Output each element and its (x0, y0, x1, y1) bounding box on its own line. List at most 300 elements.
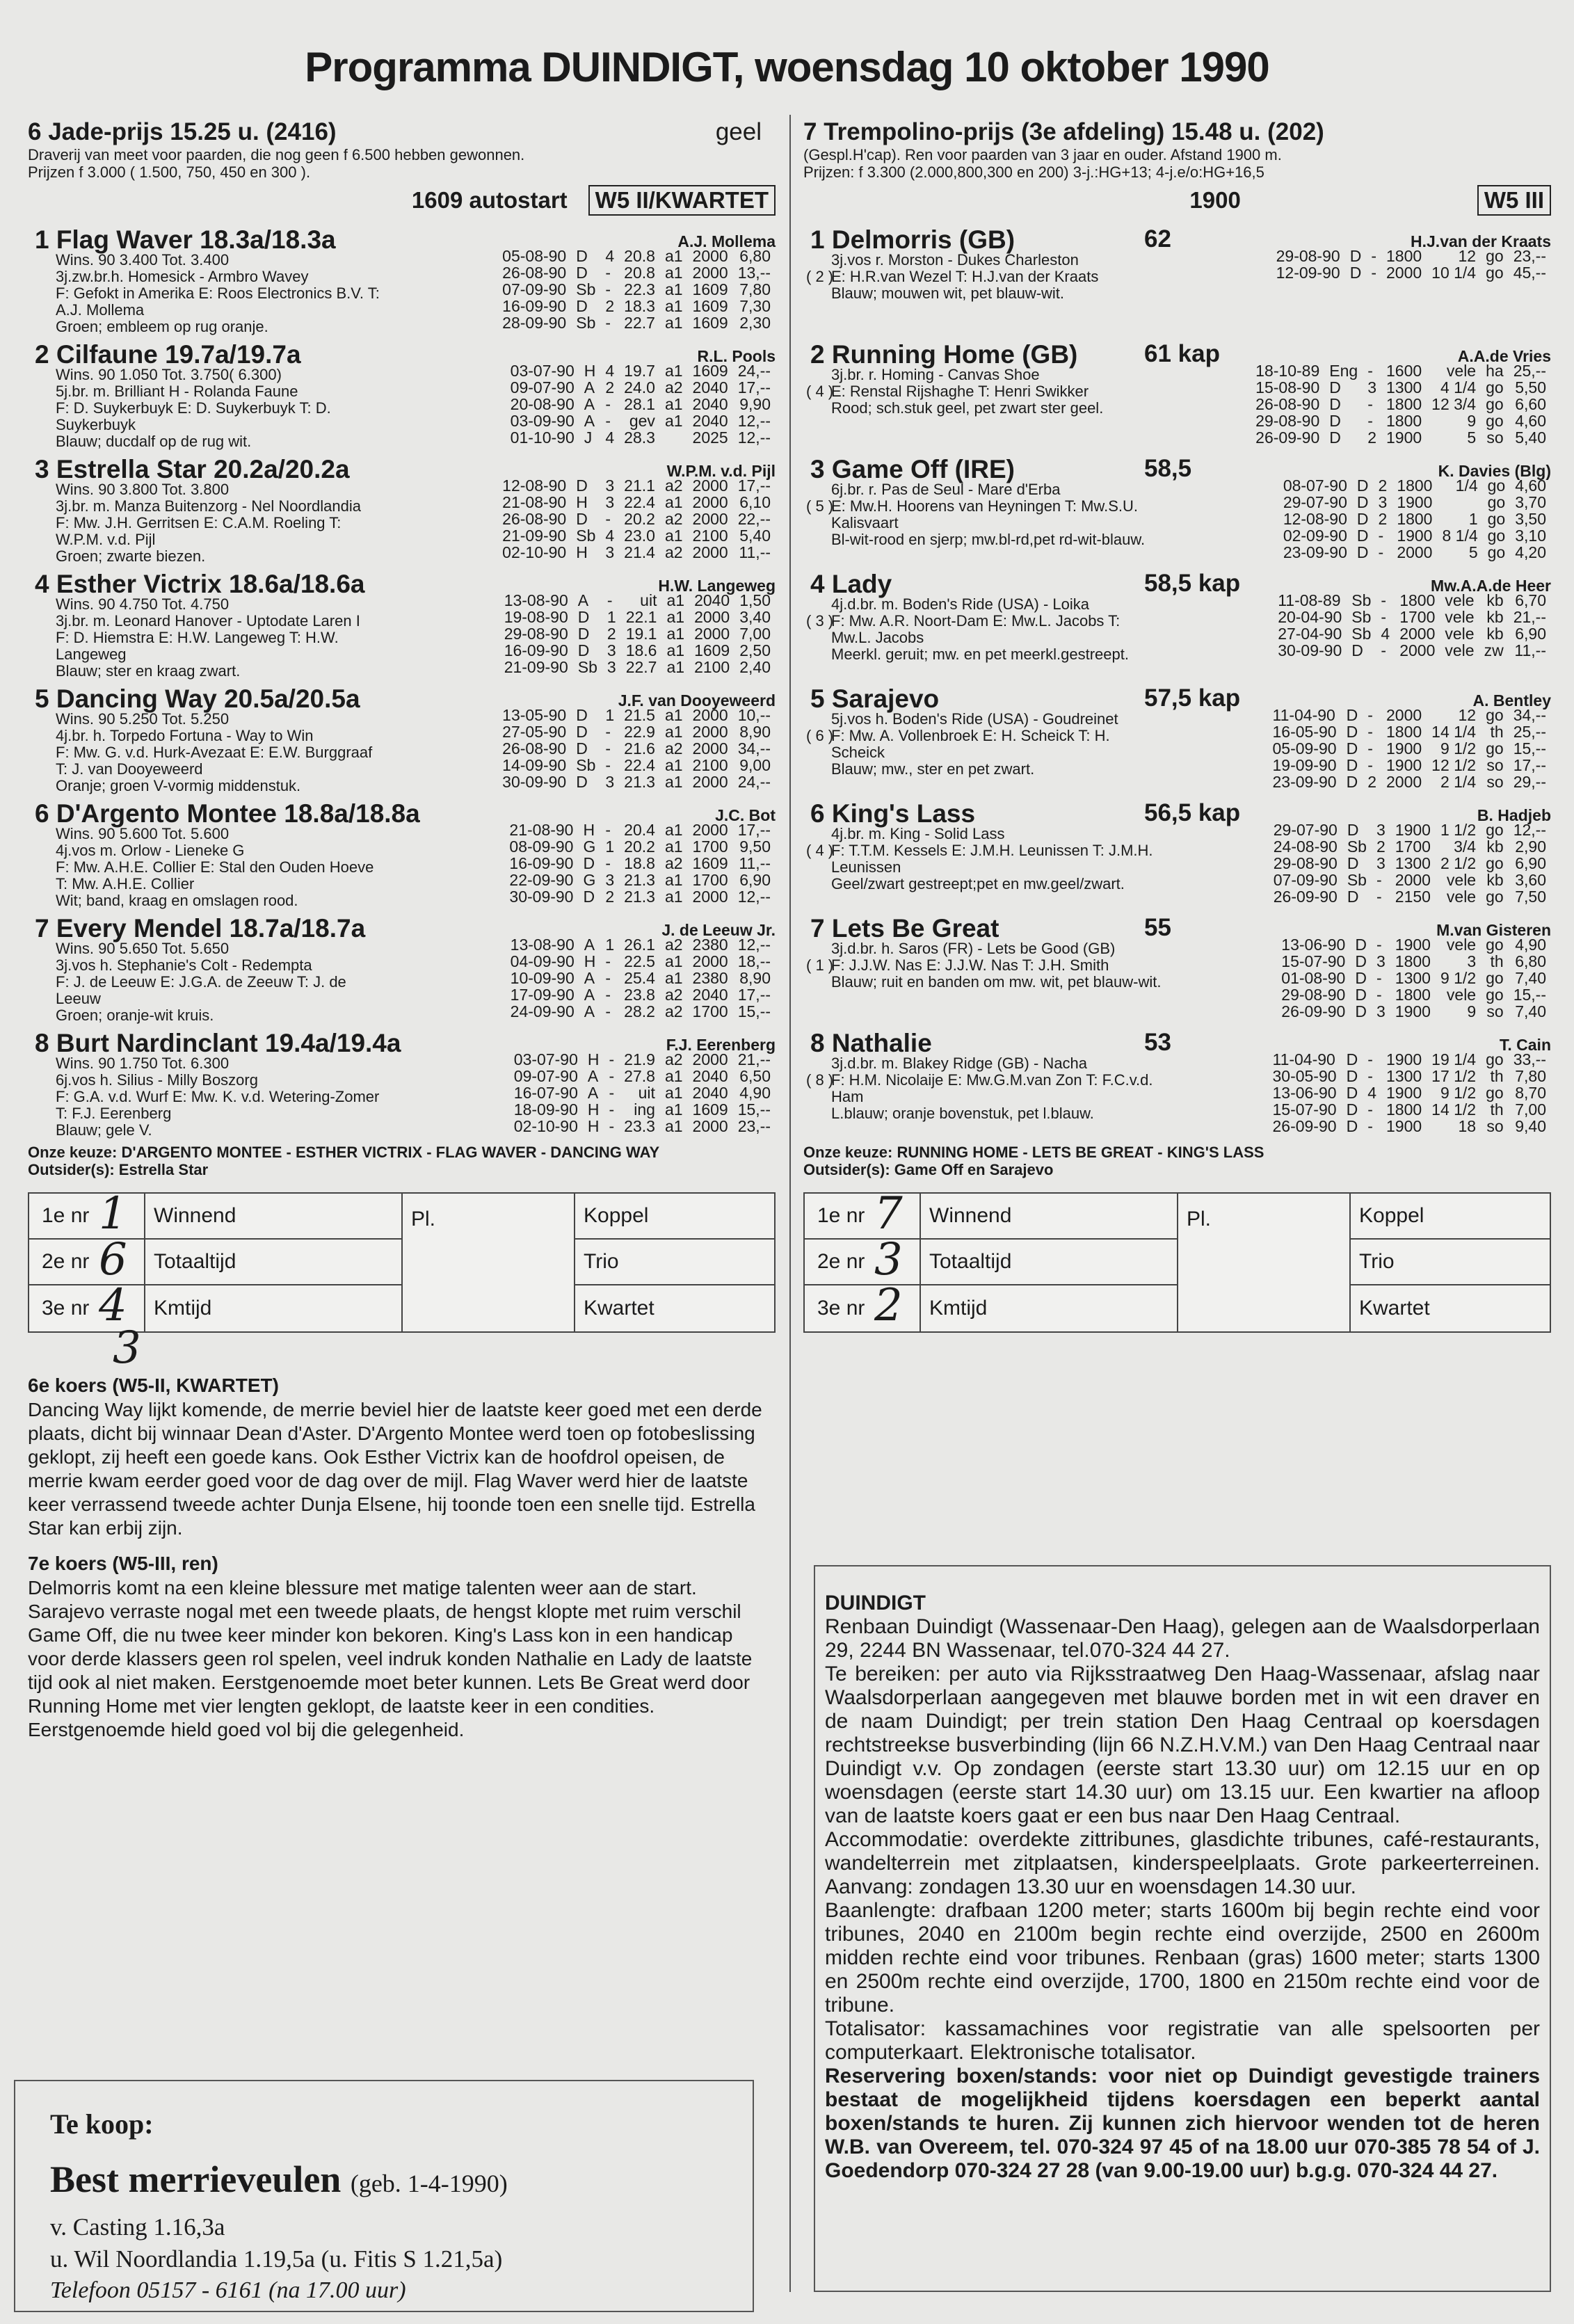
position-cell (805, 1280, 919, 1331)
performance-cell: a1 (666, 641, 685, 659)
performance-row (497, 740, 776, 757)
horse-detail-line: Kalisvaart (831, 514, 899, 531)
performance-table (1269, 822, 1551, 905)
position-label: 2e nr (817, 1250, 865, 1273)
performance-cell: 2000 (692, 1117, 728, 1135)
performance-cell: a2 (664, 1050, 683, 1068)
performance-cell: vele (1445, 591, 1475, 609)
performance-cell: 11-04-90 (1272, 1050, 1335, 1068)
result-label: Winnend (919, 1194, 1177, 1240)
horse-trainer: H.W. Langeweg (658, 577, 776, 595)
performance-cell: D (576, 476, 588, 495)
horse-details (806, 825, 1221, 892)
performance-row (504, 838, 776, 855)
performance-cell: 21-09-90 (502, 527, 567, 545)
performance-cell: 12 3/4 (1431, 395, 1477, 413)
performance-cell: 8 1/4 (1442, 527, 1478, 545)
performance-cell: 2100 (692, 756, 728, 774)
horse-detail-line: Wins. 90 5.650 Tot. 5.650 (56, 940, 230, 957)
ad-dam: u. Wil Noordlandia 1.19,5a (u. Fitis S 1.21,5a) (50, 2245, 503, 2273)
performance-cell: 12,-- (737, 888, 771, 906)
performance-cell: 3,10 (1515, 527, 1546, 545)
performance-cell: 34,-- (737, 739, 771, 758)
performance-cell: 29-08-90 (1273, 854, 1338, 872)
horse-entry (28, 225, 776, 335)
place-label: Pl. (401, 1194, 575, 1331)
performance-cell: 1900 (1397, 527, 1433, 545)
performance-cell: 24,-- (737, 362, 771, 380)
bet-type: Kwartet (584, 1297, 655, 1320)
horse-trainer: F.J. Eerenberg (666, 1036, 776, 1054)
performance-row (1276, 1003, 1551, 1020)
performance-cell: A (584, 936, 595, 954)
performance-cell: th (1490, 723, 1504, 741)
performance-cell: 21.3 (624, 773, 655, 791)
horse-detail-line: Groen; oranje-wit kruis. (56, 1007, 214, 1024)
bet-code: W5 II/KWARTET (588, 185, 776, 216)
performance-cell: 08-09-90 (509, 838, 574, 856)
handwritten-number: 2 (874, 1280, 903, 1331)
performance-cell: 5,50 (1515, 378, 1546, 396)
performance-cell: D (576, 510, 588, 528)
horse-detail-line: 6j.vos h. Silius - Milly Boszorg (56, 1071, 258, 1089)
performance-cell: 4,60 (1515, 476, 1546, 495)
performance-cell: 4 (605, 428, 615, 447)
performance-cell: H (584, 362, 596, 380)
performance-cell: 9 (1467, 412, 1477, 430)
horse-detail-line: F: G.A. v.d. Wurf E: Mw. K. v.d. Wetering-Zomer (56, 1088, 380, 1105)
race-condition: (Gespl.H'cap). Ren voor paarden van 3 jaar en ouder. Afstand 1900 m. (803, 146, 1282, 163)
performance-cell: Sb (577, 658, 597, 676)
performance-cell: 2000 (692, 706, 728, 724)
performance-cell: - (1371, 247, 1376, 265)
performance-cell: 1700 (1395, 838, 1431, 856)
race-header (28, 118, 776, 146)
horse-weight: 58,5 kap (1144, 570, 1241, 597)
handwritten-number: 1 (99, 1188, 127, 1240)
performance-cell: D (1356, 543, 1369, 561)
horse-details (56, 481, 445, 565)
performance-row (1251, 429, 1551, 446)
performance-cell: - (605, 723, 611, 741)
performance-cell: 11,-- (739, 543, 771, 561)
horse-detail-line: 4j.vos m. Orlow - Lieneke G (56, 842, 245, 859)
performance-cell: vele (1446, 986, 1477, 1004)
horse-entry (803, 1029, 1551, 1134)
performance-cell: Sb (1351, 608, 1372, 626)
performance-cell: 21.3 (624, 871, 655, 889)
performance-row (1278, 477, 1551, 494)
horse-name: 1 Delmorris (GB) (810, 225, 1015, 254)
performance-cell: 9 1/2 (1440, 1084, 1477, 1102)
performance-cell: 1609 (692, 314, 728, 332)
performance-cell: Sb (576, 314, 596, 332)
performance-cell: 3 (1367, 378, 1376, 396)
performance-cell: A (584, 969, 595, 987)
race-title: 6 Jade-prijs 15.25 u. (2416) (28, 118, 337, 145)
horse-list (803, 225, 1551, 1134)
performance-cell: a1 (664, 888, 683, 906)
performance-cell: - (1367, 739, 1373, 758)
horse-weight: 62 (1144, 225, 1171, 253)
performance-cell: 1300 (1395, 969, 1431, 987)
performance-cell: vele (1445, 608, 1475, 626)
performance-cell: D (1355, 952, 1367, 970)
performance-cell: 15-08-90 (1255, 378, 1320, 396)
performance-cell: th (1490, 1067, 1504, 1085)
handwritten-number: 4 (99, 1280, 127, 1331)
performance-cell: 1900 (1395, 821, 1431, 839)
performance-cell: - (605, 314, 611, 332)
horse-detail-line: W.P.M. v.d. Pijl (56, 531, 156, 548)
horse-trainer: R.L. Pools (697, 347, 776, 365)
performance-cell: 22,-- (737, 510, 771, 528)
performance-cell: 2000 (692, 543, 728, 561)
performance-cell: - (605, 412, 611, 430)
performance-cell: 23-09-90 (1272, 773, 1337, 791)
performance-cell: 1800 (1395, 986, 1431, 1004)
performance-cell: - (605, 1002, 611, 1020)
performance-cell: 3 (605, 476, 615, 495)
performance-cell: 2000 (692, 247, 728, 265)
performance-cell: 26-08-90 (502, 264, 567, 282)
performance-cell: Sb (1347, 871, 1367, 889)
performance-cell: 26.1 (624, 936, 655, 954)
performance-cell: go (1486, 247, 1504, 265)
performance-cell: 2 (1378, 510, 1388, 528)
performance-cell: - (605, 510, 611, 528)
performance-cell: 18.6 (625, 641, 657, 659)
performance-cell: 15,-- (737, 1002, 771, 1020)
performance-cell: 7,80 (739, 280, 771, 298)
performance-cell: 13,-- (737, 264, 771, 282)
position-label: 1e nr (817, 1204, 865, 1227)
horse-name: 5 Sarajevo (810, 684, 940, 713)
horse-detail-line: Blauw; gele V. (56, 1121, 152, 1139)
performance-cell: vele (1446, 936, 1477, 954)
horse-detail-line: Wit; band, kraag en omslagen rood. (56, 892, 298, 909)
performance-cell: D (1329, 378, 1341, 396)
performance-cell: D (1329, 428, 1341, 447)
performance-row (504, 872, 776, 888)
performance-cell: 2,30 (739, 314, 771, 332)
performance-cell: D (1329, 412, 1341, 430)
performance-row (1269, 872, 1551, 888)
performance-cell: 29-08-90 (1255, 412, 1320, 430)
performance-cell: kb (1486, 608, 1504, 626)
performance-cell: ha (1486, 362, 1504, 380)
performance-cell: 1700 (692, 871, 728, 889)
performance-cell: 1 (605, 706, 615, 724)
horse-detail-line: F: J. de Leeuw E: J.G.A. de Zeeuw T: J. de (56, 973, 346, 991)
performance-cell: so (1486, 1117, 1504, 1135)
commentary-title: 6e koers (W5-II, KWARTET) (28, 1375, 279, 1396)
performance-cell: 2000 (692, 264, 728, 282)
performance-cell: - (1376, 986, 1382, 1004)
horse-detail-line: Leeuw (56, 990, 101, 1007)
performance-cell: - (1378, 543, 1384, 561)
performance-cell: 05-09-90 (1272, 739, 1337, 758)
horse-detail-line: 3j.br. r. Homing - Canvas Shoe (831, 366, 1040, 383)
performance-row (506, 379, 776, 396)
performance-cell: H (587, 1117, 600, 1135)
performance-cell: go (1486, 706, 1504, 724)
performance-cell: 1609 (692, 280, 728, 298)
performance-cell: 12,-- (737, 412, 771, 430)
performance-cell: a1 (664, 1084, 683, 1102)
performance-cell: 21.9 (624, 1050, 655, 1068)
performance-row (1278, 527, 1551, 544)
position-cell (29, 1188, 144, 1240)
performance-cell: 4 (605, 247, 615, 265)
performance-cell: 1800 (1386, 1100, 1422, 1119)
position-label: 1e nr (42, 1204, 90, 1227)
performance-cell: 2000 (1386, 264, 1422, 282)
performance-cell: 1800 (1399, 591, 1436, 609)
performance-cell: 19-09-90 (1272, 756, 1337, 774)
horse-detail-line: Bl-wit-rood en sjerp; mw.bl-rd,pet rd-wit-blauw. (831, 531, 1146, 548)
performance-cell: - (605, 739, 611, 758)
performance-cell: 1900 (1395, 936, 1431, 954)
performance-cell: - (1376, 888, 1382, 906)
performance-cell: 30-05-90 (1272, 1067, 1337, 1085)
performance-cell: 12-08-90 (502, 476, 567, 495)
handwritten-number: 3 (874, 1234, 903, 1285)
performance-cell: H (576, 493, 588, 511)
performance-cell: 1900 (1386, 739, 1422, 758)
performance-cell: 18,-- (737, 952, 771, 970)
performance-cell: - (605, 821, 611, 839)
performance-cell: D (576, 706, 588, 724)
performance-cell: a1 (666, 608, 685, 626)
advertisement (14, 2080, 754, 2312)
performance-cell: a1 (664, 362, 683, 380)
performance-row (1251, 412, 1551, 429)
performance-cell: a2 (664, 739, 683, 758)
performance-cell: 2000 (692, 510, 728, 528)
performance-table (499, 592, 776, 675)
performance-cell: - (609, 1100, 615, 1119)
performance-cell: 3 (1376, 854, 1386, 872)
performance-cell: 1/4 (1455, 476, 1478, 495)
performance-cell: 1800 (1386, 395, 1422, 413)
horse-entry (28, 684, 776, 794)
horse-trainer: W.P.M. v.d. Pijl (666, 462, 776, 480)
performance-cell: 4,20 (1515, 543, 1546, 561)
info-track-length: Baanlengte: drafbaan 1200 meter; starts 1600m bij begin rechte eind voor tribunes, 2040 en 2100m begin rechte eind overzijde, 2500 en 2600m midden rechte eind voor tribunes. Renbaan (gras) 1600 meter; starts 1300 en 2500m rechte eind overzijde, 1700, 1800 en 2150m rechte eind voor de tribune. (825, 1899, 1540, 2017)
horse-trainer: A.J. Mollema (677, 232, 776, 250)
performance-cell: D (1346, 773, 1358, 791)
performance-table (497, 707, 776, 790)
performance-cell: a1 (666, 658, 685, 676)
horse-detail-line: T: Mw. A.H.E. Collier (56, 875, 195, 892)
result-positions (805, 1188, 921, 1331)
performance-cell: 18 (1458, 1117, 1477, 1135)
performance-cell: 21-08-90 (502, 493, 567, 511)
performance-cell: D (1346, 739, 1358, 758)
performance-cell: go (1487, 527, 1506, 545)
performance-cell: 16-05-90 (1272, 723, 1337, 741)
performance-cell: 30-09-90 (1278, 641, 1342, 659)
performance-cell: Sb (576, 527, 596, 545)
performance-cell: go (1486, 854, 1504, 872)
position-label: 3e nr (42, 1297, 90, 1320)
performance-row (497, 774, 776, 790)
performance-cell: 9 1/2 (1440, 739, 1477, 758)
performance-cell: a2 (664, 476, 683, 495)
performance-cell: 1800 (1386, 412, 1422, 430)
performance-cell: 1800 (1386, 247, 1422, 265)
performance-cell: 2 (1378, 476, 1388, 495)
performance-cell: 2380 (692, 969, 728, 987)
ad-title-note: (geb. 1-4-1990) (350, 2170, 508, 2197)
horse-detail-line: Groen; embleem op rug oranje. (56, 318, 268, 335)
horse-detail-line: Blauw; ster en kraag zwart. (56, 662, 241, 680)
performance-table (1276, 936, 1551, 1020)
performance-cell: 02-10-90 (502, 543, 567, 561)
horse-trainer: B. Hadjeb (1477, 806, 1551, 824)
horse-detail-line: F: J.J.W. Nas E: J.J.W. Nas T: J.H. Smith (831, 956, 1109, 974)
performance-cell: 18.8 (624, 854, 655, 872)
performance-cell (1437, 494, 1482, 511)
performance-cell: 01-10-90 (510, 428, 575, 447)
performance-cell: 22.9 (624, 723, 655, 741)
performance-cell: 3 (605, 871, 615, 889)
performance-cell: D (1347, 821, 1359, 839)
performance-cell: 26-08-90 (502, 510, 567, 528)
performance-cell: Sb (1347, 838, 1367, 856)
performance-row (1269, 838, 1551, 855)
performance-cell: a2 (664, 1002, 683, 1020)
performance-cell: 28.2 (624, 1002, 655, 1020)
performance-cell: A (584, 395, 595, 413)
performance-cell: a1 (664, 314, 683, 332)
performance-cell: 15,-- (737, 1100, 771, 1119)
performance-cell: 1609 (694, 641, 730, 659)
performance-cell: 1900 (1397, 493, 1433, 511)
performance-cell: 4,60 (1515, 412, 1546, 430)
horse-details (56, 367, 445, 450)
post-position: ( 5 ) (806, 497, 834, 515)
performance-cell: 4 (605, 362, 615, 380)
performance-cell: 6,90 (1515, 854, 1546, 872)
outsiders: Outsider(s): Estrella Star (28, 1161, 209, 1178)
horse-weight: 55 (1144, 914, 1171, 941)
performance-row (497, 264, 776, 281)
horse-detail-line: 4j.br. m. King - Solid Lass (831, 825, 1005, 842)
race-header (803, 118, 1551, 146)
bet-type: Trio (1351, 1240, 1550, 1285)
performance-cell: 1600 (1386, 362, 1422, 380)
horse-detail-line: Scheick (831, 744, 885, 761)
position-cell (29, 1234, 144, 1285)
horse-details (806, 940, 1221, 991)
performance-row (506, 986, 776, 1003)
horse-details (56, 1055, 445, 1139)
performance-cell: th (1490, 952, 1504, 970)
performance-cell: 22-09-90 (509, 871, 574, 889)
performance-cell: 29-07-90 (1283, 493, 1347, 511)
performance-cell: - (1367, 412, 1373, 430)
performance-cell: go (1486, 986, 1504, 1004)
performance-cell: 2,90 (1515, 838, 1546, 856)
horse-detail-line: Geel/zwart gestreept;pet en mw.geel/zwart. (831, 875, 1125, 892)
performance-row (504, 822, 776, 838)
horse-detail-line: Blauw; ducdalf op de rug wit. (56, 433, 252, 450)
performance-cell: 11,-- (1514, 641, 1546, 659)
performance-cell: Sb (1351, 591, 1372, 609)
performance-cell: 2000 (694, 625, 730, 643)
performance-cell: 22.1 (625, 608, 657, 626)
performance-cell: 1900 (1386, 1050, 1422, 1068)
performance-row (504, 888, 776, 905)
performance-cell: D (576, 247, 588, 265)
performance-cell: 15,-- (1513, 739, 1546, 758)
performance-cell: 10-09-90 (510, 969, 575, 987)
horse-trainer: A. Bentley (1472, 691, 1551, 710)
horse-detail-line: 3j.d.br. m. Blakey Ridge (GB) - Nacha (831, 1055, 1088, 1072)
performance-row (1267, 1051, 1551, 1068)
performance-cell: - (1367, 395, 1373, 413)
performance-cell: 2000 (1395, 871, 1431, 889)
horse-details (56, 940, 445, 1024)
horse-entry (28, 570, 776, 680)
performance-cell: - (607, 591, 613, 609)
performance-row (1251, 379, 1551, 396)
performance-cell: 11-08-89 (1278, 591, 1341, 609)
performance-cell: 2040 (694, 591, 730, 609)
performance-cell: 2 1/4 (1440, 773, 1477, 791)
commentary-title: 7e koers (W5-III, ren) (28, 1553, 218, 1574)
performance-cell: a2 (664, 936, 683, 954)
performance-cell: 23.0 (624, 527, 655, 545)
horse-detail-line: Wins. 90 5.250 Tot. 5.250 (56, 710, 230, 728)
performance-cell: 3 (605, 543, 615, 561)
performance-cell: D (1356, 510, 1369, 528)
performance-table (504, 822, 776, 905)
horse-detail-line: F: Mw. A. Vollenbroek E: H. Scheick T: H. (831, 727, 1110, 744)
performance-cell: 4,90 (739, 1084, 771, 1102)
performance-cell: Eng (1329, 362, 1358, 380)
performance-cell: 17 1/2 (1431, 1067, 1477, 1085)
performance-cell: 2100 (692, 527, 728, 545)
performance-cell: 21.6 (624, 739, 655, 758)
result-label: Kmtijd (929, 1297, 988, 1320)
performance-cell: 26-09-90 (1273, 888, 1338, 906)
performance-row (1267, 1101, 1551, 1118)
performance-cell: 02-10-90 (513, 1117, 578, 1135)
performance-cell: 27-04-90 (1278, 625, 1342, 643)
performance-row (1278, 511, 1551, 527)
performance-cell: 20-08-90 (510, 395, 575, 413)
performance-cell: a1 (664, 821, 683, 839)
performance-cell: 23.3 (624, 1117, 655, 1135)
performance-cell: 1800 (1397, 476, 1433, 495)
performance-row (1267, 1068, 1551, 1084)
performance-cell: 2 (1376, 838, 1386, 856)
result-positions (29, 1188, 145, 1331)
race-6-column (28, 118, 776, 1754)
performance-table (509, 1051, 776, 1135)
performance-cell: zw (1484, 641, 1504, 659)
performance-cell: 09-07-90 (510, 378, 575, 396)
performance-cell: a1 (664, 280, 683, 298)
performance-row (506, 412, 776, 429)
performance-cell: 2000 (692, 952, 728, 970)
horse-details (56, 711, 445, 794)
performance-cell: vele (1446, 362, 1477, 380)
performance-cell: 5 (1467, 428, 1477, 447)
